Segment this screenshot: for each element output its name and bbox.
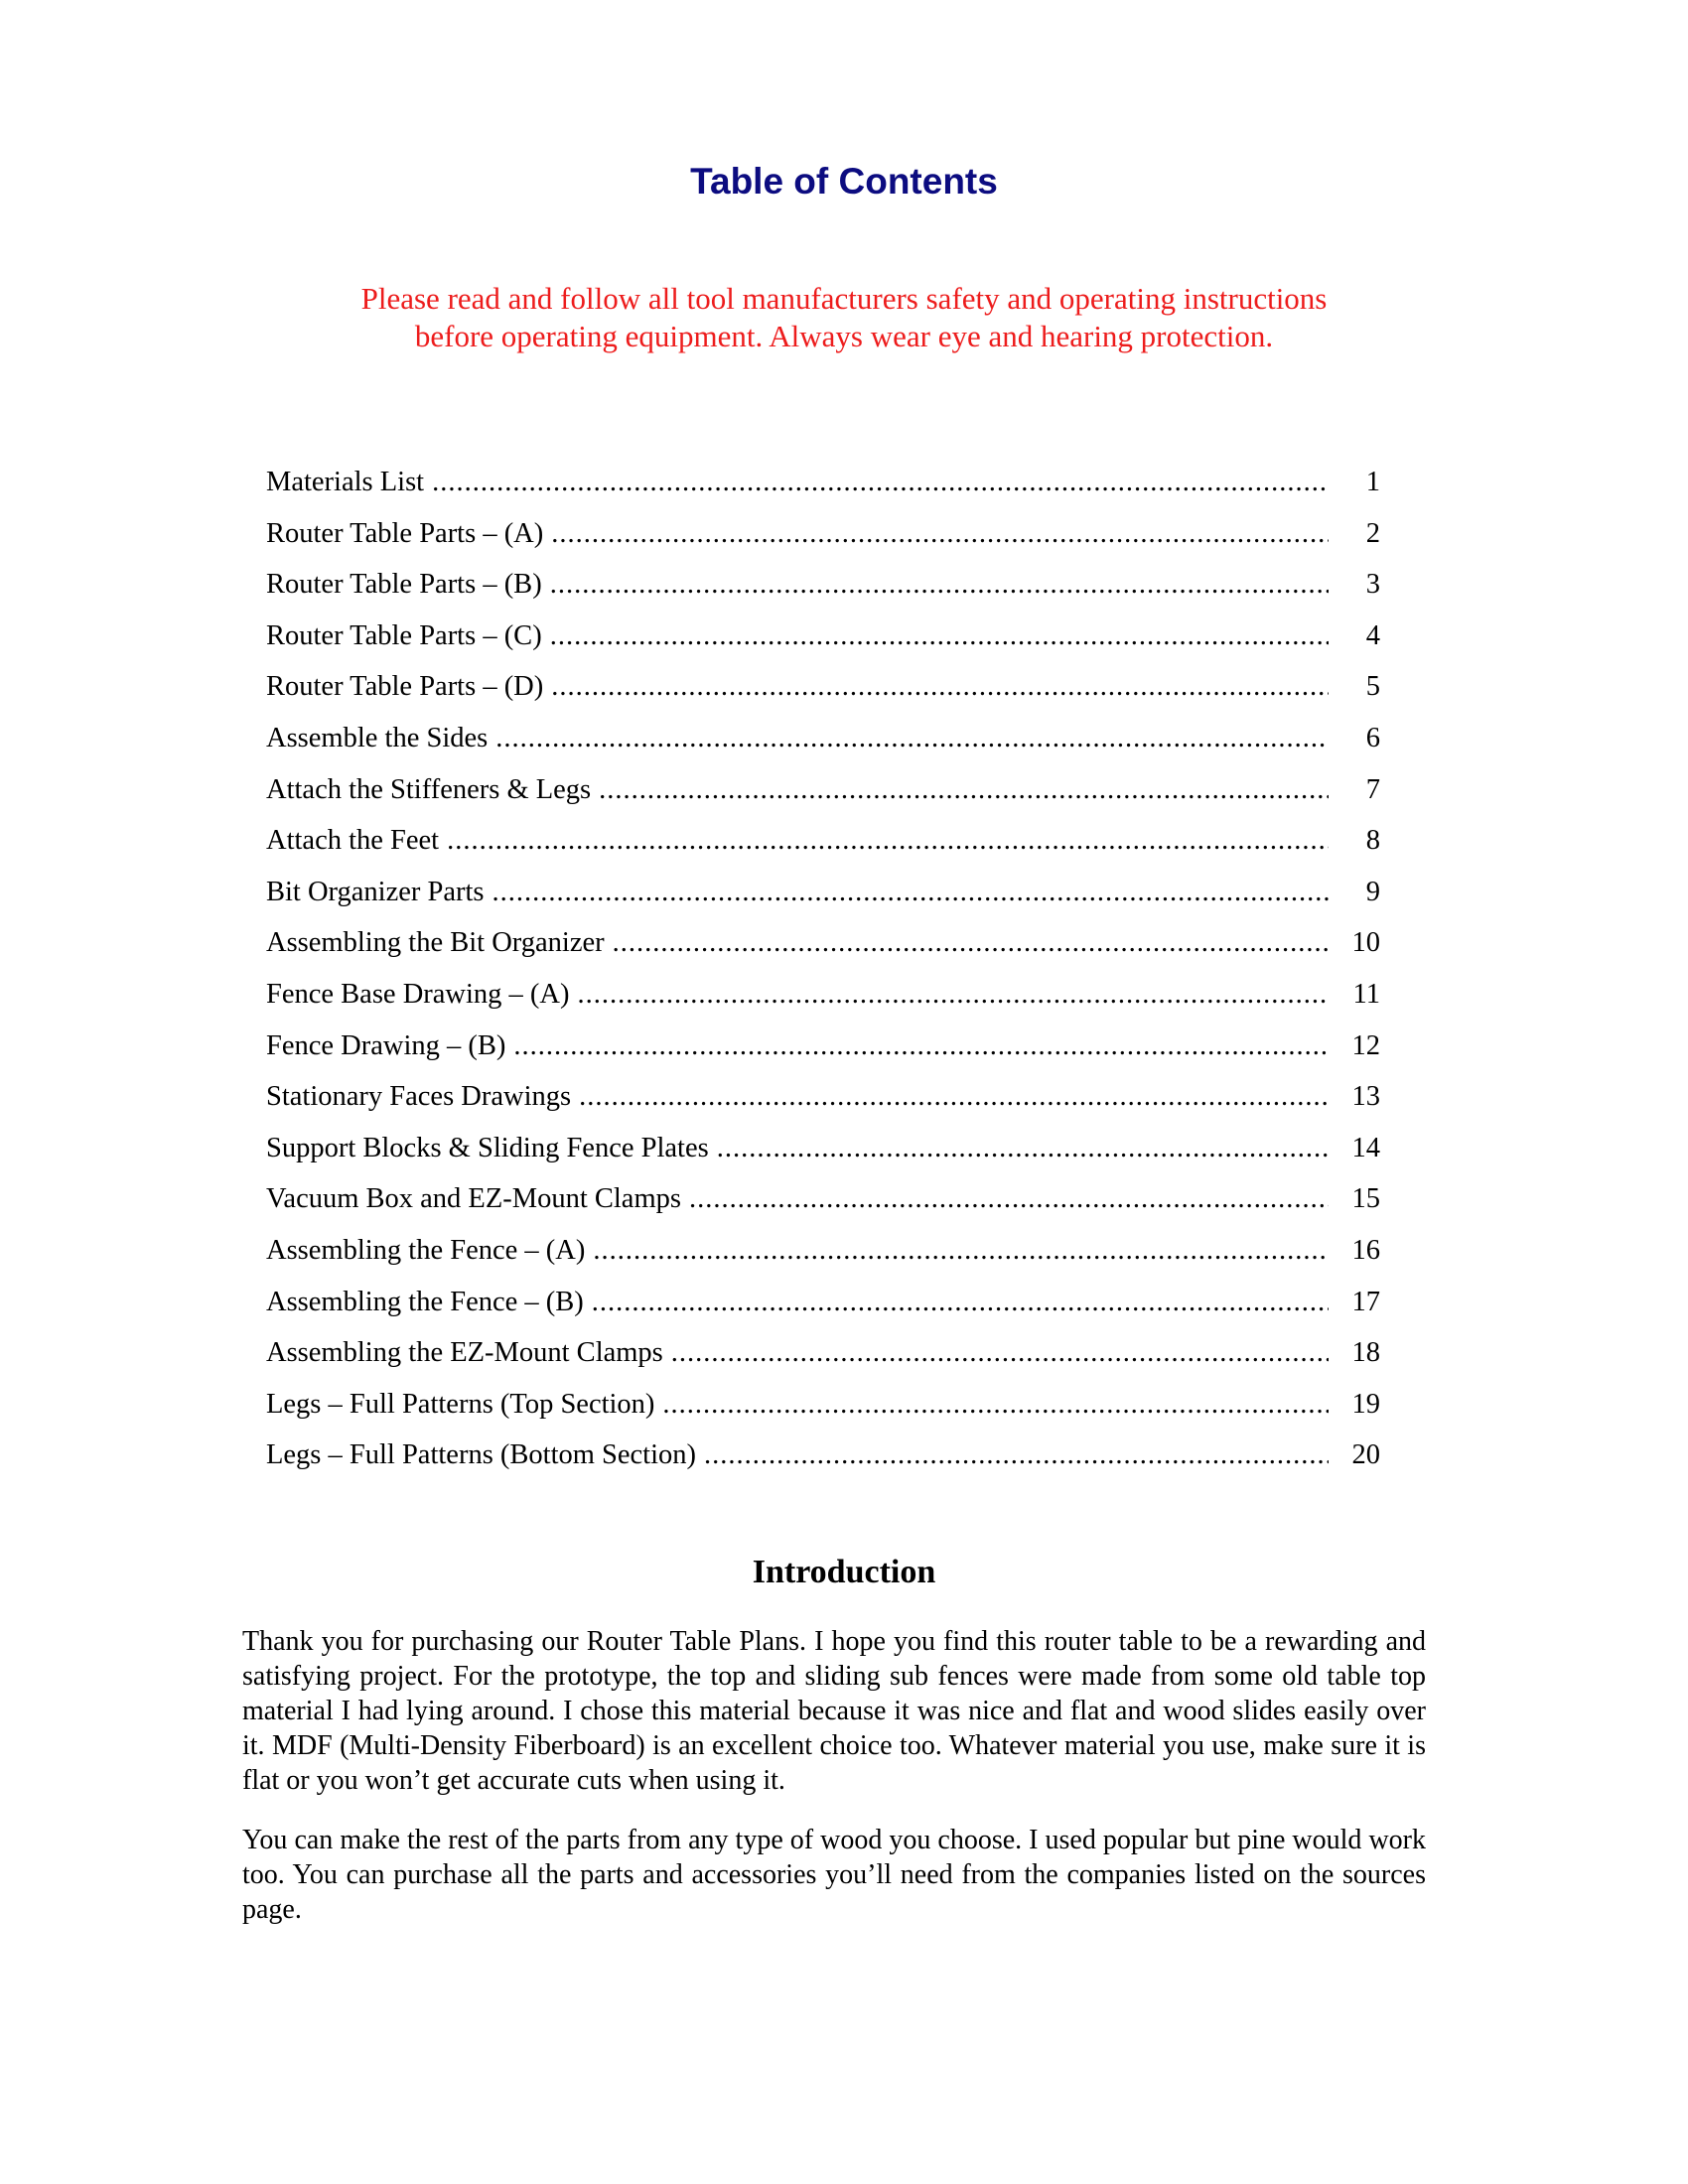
toc-entry-title: Bit Organizer Parts <box>266 876 485 907</box>
toc-entry[interactable] <box>266 1026 1380 1078</box>
toc-dot-leader <box>550 616 1329 656</box>
toc-dot-leader <box>513 1026 1329 1066</box>
page-title: Table of Contents <box>690 161 998 202</box>
toc-entry-title: Attach the Feet <box>266 825 440 857</box>
toc-dot-leader <box>432 463 1329 502</box>
toc-dot-leader <box>551 667 1329 707</box>
toc-entry-page: 4 <box>1365 619 1380 651</box>
toc-entry-title: Assembling the Bit Organizer <box>266 927 605 959</box>
toc-entry[interactable] <box>266 463 1380 514</box>
toc-entry[interactable] <box>266 923 1380 975</box>
toc-dot-leader <box>495 719 1329 758</box>
toc-entry-title: Attach the Stiffeners & Legs <box>266 773 592 805</box>
toc-dot-leader <box>492 873 1329 912</box>
toc-entry-title: Assembling the Fence – (B) <box>266 1286 584 1317</box>
toc-entry-title: Vacuum Box and EZ-Mount Clamps <box>266 1183 681 1215</box>
toc-entry-page: 8 <box>1365 825 1380 857</box>
toc-entry-title: Assembling the EZ-Mount Clamps <box>266 1337 663 1369</box>
table-of-contents <box>266 463 1380 1487</box>
toc-entry[interactable] <box>266 514 1380 566</box>
toc-entry[interactable] <box>266 1231 1380 1283</box>
toc-entry-page: 5 <box>1365 671 1380 703</box>
toc-entry[interactable] <box>266 770 1380 822</box>
toc-entry-title: Router Table Parts – (D) <box>266 671 544 703</box>
toc-entry-title: Router Table Parts – (C) <box>266 619 542 651</box>
toc-dot-leader <box>717 1129 1329 1168</box>
toc-dot-leader <box>592 1283 1329 1322</box>
toc-entry[interactable] <box>266 975 1380 1026</box>
toc-entry-title: Router Table Parts – (B) <box>266 569 542 601</box>
toc-entry[interactable] <box>266 1333 1380 1385</box>
toc-entry[interactable] <box>266 873 1380 924</box>
toc-entry-page: 12 <box>1351 1029 1380 1061</box>
toc-entry-page: 1 <box>1365 467 1380 497</box>
toc-dot-leader <box>613 923 1329 963</box>
toc-dot-leader <box>593 1231 1329 1271</box>
toc-entry-page: 9 <box>1365 876 1380 907</box>
toc-entry[interactable] <box>266 1179 1380 1231</box>
toc-dot-leader <box>551 514 1329 554</box>
toc-entry-page: 15 <box>1351 1183 1380 1215</box>
toc-dot-leader <box>599 770 1329 810</box>
introduction-paragraph-2: You can make the rest of the parts from any type of wood you choose. I used popular but pine would work too. You can purchase all the parts and accessories you’ll need from the companies listed on the sources page. <box>242 1825 1426 1925</box>
toc-entry-page: 6 <box>1365 722 1380 753</box>
toc-entry-page: 2 <box>1365 517 1380 549</box>
toc-entry-title: Assembling the Fence – (A) <box>266 1234 586 1266</box>
toc-entry-title: Fence Drawing – (B) <box>266 1029 506 1061</box>
toc-entry-title: Legs – Full Patterns (Top Section) <box>266 1388 655 1420</box>
toc-dot-leader <box>704 1435 1329 1475</box>
toc-entry[interactable] <box>266 1385 1380 1436</box>
toc-entry[interactable] <box>266 1435 1380 1487</box>
toc-entry[interactable] <box>266 719 1380 770</box>
toc-dot-leader <box>550 565 1329 605</box>
toc-entry-title: Legs – Full Patterns (Bottom Section) <box>266 1439 697 1471</box>
safety-notice-line-1: Please read and follow all tool manufacturers safety and operating instructions <box>360 281 1328 316</box>
toc-entry-page: 11 <box>1352 978 1380 1010</box>
toc-entry-page: 16 <box>1351 1234 1380 1266</box>
toc-dot-leader <box>671 1333 1329 1373</box>
toc-entry-page: 19 <box>1351 1388 1380 1420</box>
toc-entry[interactable] <box>266 1283 1380 1334</box>
toc-entry[interactable] <box>266 1129 1380 1180</box>
toc-entry[interactable] <box>266 821 1380 873</box>
toc-entry-page: 13 <box>1351 1081 1380 1113</box>
toc-entry-page: 3 <box>1365 569 1380 601</box>
toc-entry[interactable] <box>266 667 1380 719</box>
toc-entry[interactable] <box>266 616 1380 668</box>
toc-entry[interactable] <box>266 565 1380 616</box>
toc-entry[interactable] <box>266 1077 1380 1129</box>
toc-dot-leader <box>577 975 1329 1015</box>
toc-dot-leader <box>447 821 1329 861</box>
toc-entry-title: Assemble the Sides <box>266 722 489 753</box>
toc-entry-page: 18 <box>1351 1337 1380 1369</box>
toc-entry-title: Stationary Faces Drawings <box>266 1081 572 1113</box>
toc-dot-leader <box>662 1385 1329 1425</box>
toc-dot-leader <box>689 1179 1329 1219</box>
toc-entry-title: Support Blocks & Sliding Fence Plates <box>266 1132 709 1163</box>
toc-entry-page: 20 <box>1351 1439 1380 1471</box>
safety-notice-line-2: before operating equipment. Always wear eye and hearing protection. <box>414 319 1274 353</box>
toc-entry-title: Fence Base Drawing – (A) <box>266 978 570 1010</box>
toc-entry-title: Router Table Parts – (A) <box>266 517 544 549</box>
toc-dot-leader <box>579 1077 1329 1117</box>
introduction-paragraph-1: Thank you for purchasing our Router Table Plans. I hope you find this router table to be a rewarding and satisfying project. For the prototype, the top and sliding sub fences were made from some old table top material I had lying around. I chose this material because it was nice and flat and wood slides easily over it. MDF (Multi-Density Fiberboard) is an excellent choice too. Whatever material you use, make sure it is flat or you won’t get accurate cuts when using it. <box>242 1626 1426 1796</box>
toc-entry-title: Materials List <box>266 467 425 497</box>
introduction-heading: Introduction <box>752 1554 936 1590</box>
toc-entry-page: 10 <box>1351 927 1380 959</box>
toc-entry-page: 17 <box>1351 1286 1380 1317</box>
safety-notice <box>248 280 1440 355</box>
toc-entry-page: 14 <box>1351 1132 1380 1163</box>
toc-entry-page: 7 <box>1365 773 1380 805</box>
